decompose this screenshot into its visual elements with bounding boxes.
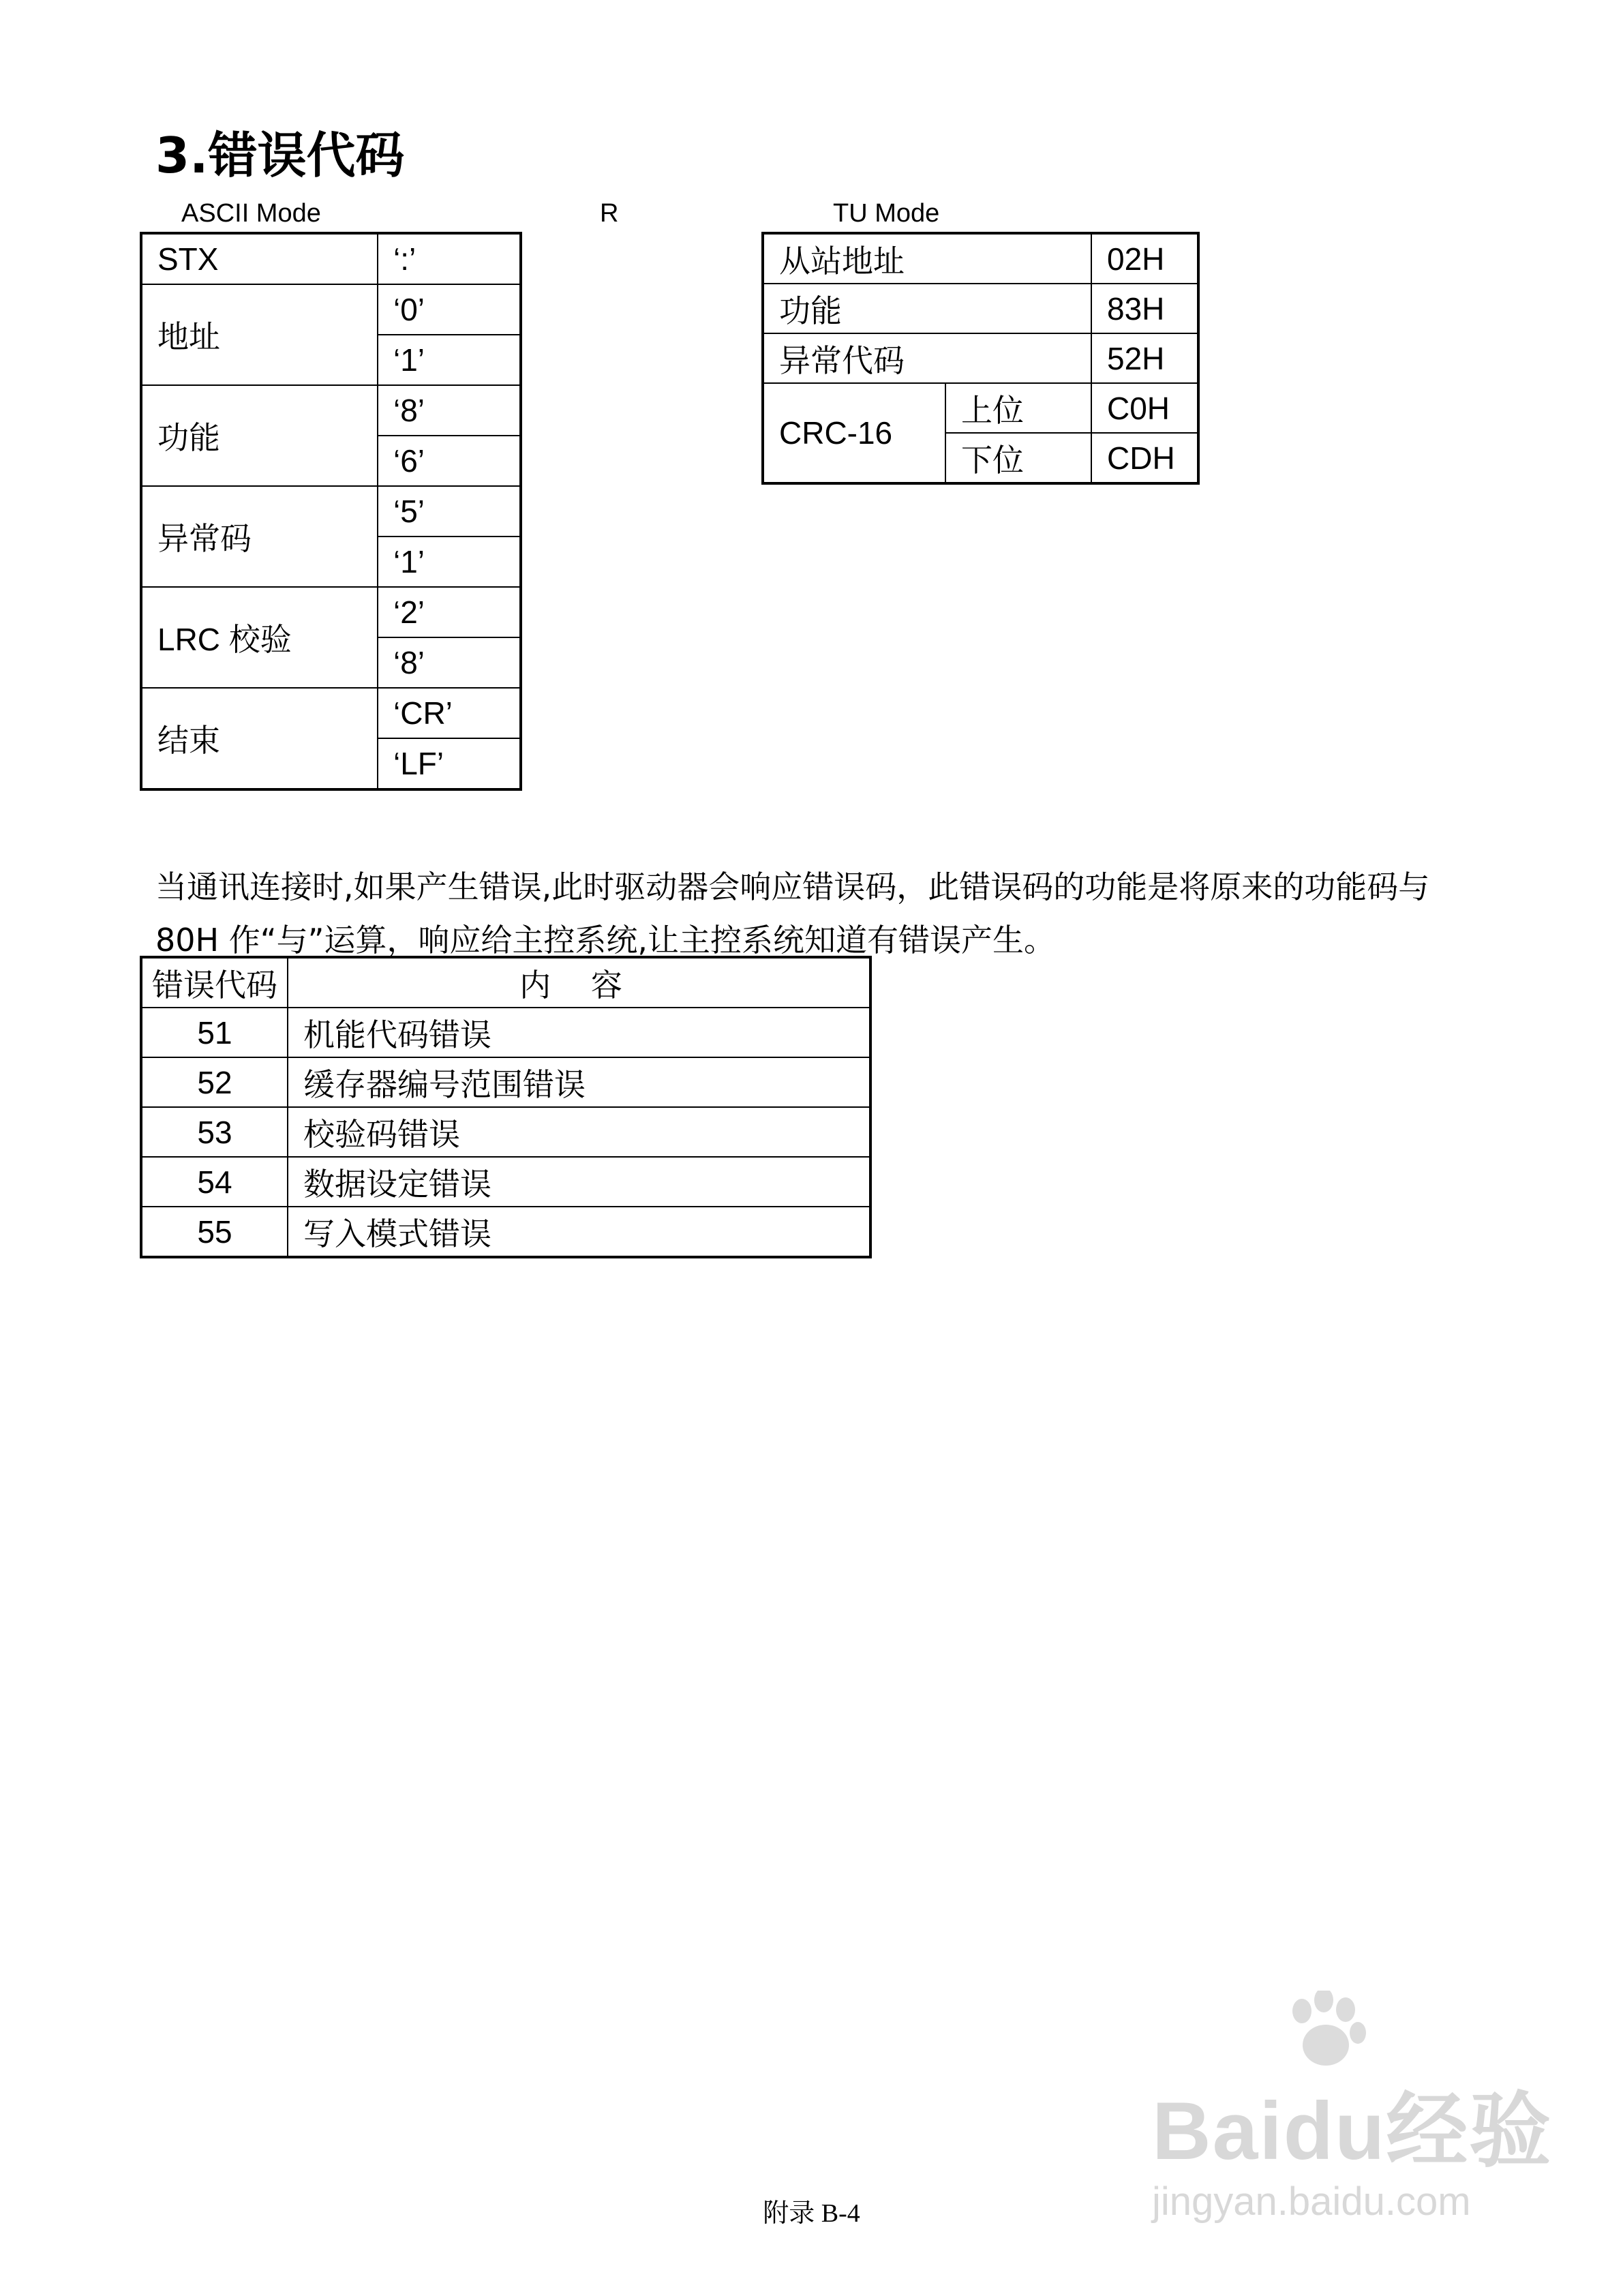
error-description: 写入模式错误 <box>288 1207 870 1257</box>
error-description: 数据设定错误 <box>288 1157 870 1207</box>
tu-mode-label: TU Mode <box>833 199 940 228</box>
watermark-logo-text: Baidu经验 <box>1152 2085 1553 2177</box>
field-value: 52H <box>1091 333 1198 383</box>
paragraph-line: 当通讯连接时,如果产生错误,此时驱动器会响应错误码，此错误码的功能是将原来的功能码与 <box>155 868 1430 905</box>
table-row <box>141 486 521 537</box>
field-value: 02H <box>1091 233 1198 284</box>
field-label: 功能 <box>763 284 1091 333</box>
table-row <box>141 1057 870 1107</box>
table-row <box>763 333 1198 383</box>
rtu-mode-table <box>761 232 1200 485</box>
r-label: R <box>600 199 619 228</box>
table-row <box>141 587 521 637</box>
crc-low-label: 下位 <box>945 433 1091 483</box>
table-row <box>141 1107 870 1157</box>
field-value: ‘0’ <box>378 284 521 335</box>
field-label: STX <box>141 233 378 284</box>
field-value: ‘8’ <box>378 385 521 436</box>
table-row <box>141 233 521 284</box>
field-value: ‘LF’ <box>378 738 521 789</box>
field-value: 83H <box>1091 284 1198 333</box>
field-value: ‘CR’ <box>378 688 521 738</box>
crc-label: CRC-16 <box>763 383 945 483</box>
field-label: 功能 <box>141 385 378 486</box>
table-row <box>141 1207 870 1257</box>
paragraph-line: 80H 作“与”运算，响应给主控系统,让主控系统知道有错误产生。 <box>155 922 1056 958</box>
paw-icon <box>1281 1991 1370 2072</box>
watermark-url: jingyan.baidu.com <box>1152 2179 1471 2224</box>
field-label: 异常码 <box>141 486 378 587</box>
ascii-mode-table <box>140 232 522 791</box>
field-value: ‘5’ <box>378 486 521 537</box>
crc-high-label: 上位 <box>945 383 1091 433</box>
error-code-table <box>140 956 872 1258</box>
error-code: 55 <box>141 1207 288 1257</box>
field-value: ‘1’ <box>378 537 521 587</box>
column-header: 内 容 <box>288 957 870 1008</box>
error-code: 54 <box>141 1157 288 1207</box>
field-label: 从站地址 <box>763 233 1091 284</box>
error-code: 53 <box>141 1107 288 1157</box>
field-label: LRC 校验 <box>141 587 378 688</box>
field-label: 地址 <box>141 284 378 385</box>
ascii-mode-label: ASCII Mode <box>181 199 321 228</box>
description-paragraph <box>155 860 1560 967</box>
field-label: 结束 <box>141 688 378 789</box>
field-value: ‘2’ <box>378 587 521 637</box>
error-description: 机能代码错误 <box>288 1008 870 1057</box>
field-value: ‘1’ <box>378 335 521 385</box>
field-value: ‘8’ <box>378 637 521 688</box>
table-row <box>141 1008 870 1057</box>
error-code: 51 <box>141 1008 288 1057</box>
section-title: 3.错误代码 <box>155 127 405 184</box>
field-value: ‘:’ <box>378 233 521 284</box>
field-value: ‘6’ <box>378 436 521 486</box>
table-header-row <box>141 957 870 1008</box>
error-description: 校验码错误 <box>288 1107 870 1157</box>
column-header: 错误代码 <box>141 957 288 1008</box>
error-description: 缓存器编号范围错误 <box>288 1057 870 1107</box>
table-row <box>763 233 1198 284</box>
table-row <box>141 1157 870 1207</box>
error-code: 52 <box>141 1057 288 1107</box>
table-row <box>141 385 521 436</box>
field-label: 异常代码 <box>763 333 1091 383</box>
table-row <box>141 688 521 738</box>
page-footer: 附录 B-4 <box>763 2199 860 2228</box>
table-row <box>763 383 1198 433</box>
crc-low-value: CDH <box>1091 433 1198 483</box>
table-row <box>763 284 1198 333</box>
table-row <box>141 284 521 335</box>
crc-high-value: C0H <box>1091 383 1198 433</box>
